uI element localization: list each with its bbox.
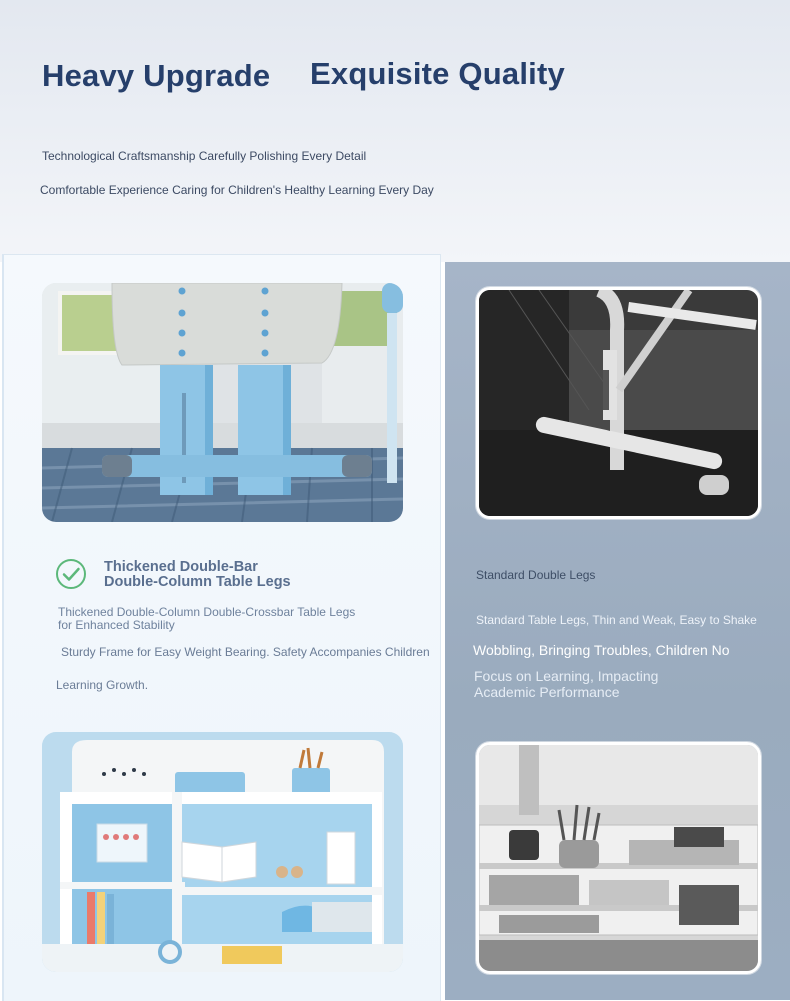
upgraded-desc-line2: for Enhanced Stability bbox=[58, 618, 175, 632]
standard-shelf-photo bbox=[476, 742, 761, 974]
feature-title-line1: Thickened Double-Bar bbox=[104, 559, 258, 575]
subtitle-craftsmanship: Technological Craftsmanship Carefully Polishing Every Detail bbox=[42, 149, 367, 163]
title-exquisite-quality: Exquisite Quality bbox=[310, 56, 565, 91]
bookshelf-photo bbox=[42, 732, 403, 972]
upgraded-desc-line4: Learning Growth. bbox=[56, 678, 149, 692]
feature-title-line2: Double-Column Table Legs bbox=[104, 574, 291, 590]
standard-legs-photo bbox=[476, 287, 761, 519]
standard-text-line4: Academic Performance bbox=[474, 684, 620, 700]
subtitle-comfort: Comfortable Experience Caring for Children's Healthy Learning Every Day bbox=[40, 183, 434, 197]
checkmark-icon bbox=[55, 558, 87, 590]
upgraded-desc-line1: Thickened Double-Column Double-Crossbar Table Legs bbox=[58, 605, 356, 619]
standard-text-line1: Standard Table Legs, Thin and Weak, Easy to Shake bbox=[476, 613, 757, 627]
standard-text-line2: Wobbling, Bringing Troubles, Children No bbox=[473, 642, 730, 658]
upgraded-desc-line3: Sturdy Frame for Easy Weight Bearing. Safety Accompanies Children bbox=[61, 645, 430, 659]
double-column-legs-photo bbox=[42, 283, 403, 522]
title-heavy-upgrade: Heavy Upgrade bbox=[42, 58, 271, 93]
standard-label: Standard Double Legs bbox=[476, 568, 596, 582]
header-banner bbox=[0, 0, 790, 262]
standard-text-line3: Focus on Learning, Impacting bbox=[474, 668, 659, 684]
